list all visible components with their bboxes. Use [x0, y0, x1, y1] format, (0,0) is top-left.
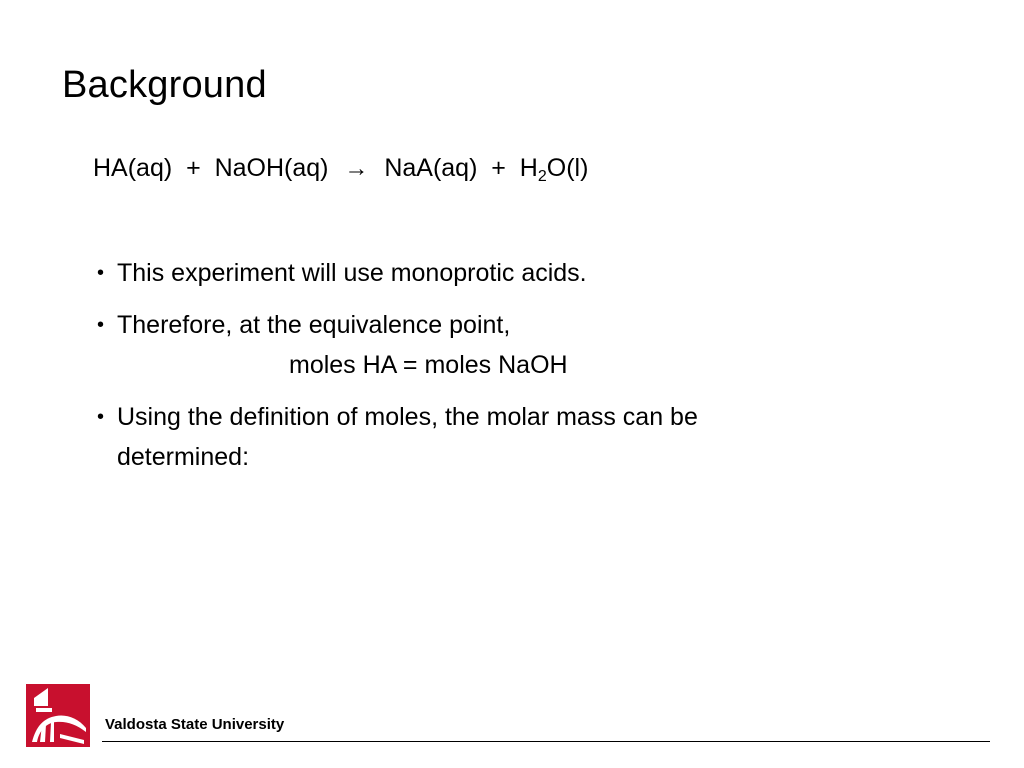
- bullet-item: [93, 305, 913, 385]
- footer-institution: Valdosta State University: [105, 716, 285, 733]
- bullet-text: Therefore, at the equivalence point,: [117, 311, 511, 339]
- equation-subscript: 2: [537, 168, 547, 185]
- university-logo-icon: [26, 684, 90, 747]
- bullet-list: [93, 253, 913, 489]
- slide-title: Background: [62, 64, 267, 106]
- equation-reactants: HA(aq) + NaOH(aq): [93, 154, 329, 182]
- bullet-icon: •: [97, 406, 105, 428]
- bullet-icon: •: [97, 262, 105, 284]
- arrow-icon: →: [344, 155, 369, 182]
- bullet-text: This experiment will use monoprotic acids.: [117, 259, 587, 287]
- equation-products-end: O(l): [546, 154, 589, 182]
- bullet-item: [93, 397, 913, 477]
- bullet-icon: •: [97, 314, 105, 336]
- chemical-equation: [93, 154, 588, 186]
- footer-divider: [102, 741, 990, 742]
- bullet-item: [93, 253, 913, 293]
- bullet-text-continued: determined:: [117, 443, 250, 471]
- bullet-text: Using the definition of moles, the molar mass can be: [117, 403, 698, 431]
- equation-products: NaA(aq) + H: [384, 154, 538, 182]
- bullet-indented-line: moles HA = moles NaOH: [289, 351, 568, 379]
